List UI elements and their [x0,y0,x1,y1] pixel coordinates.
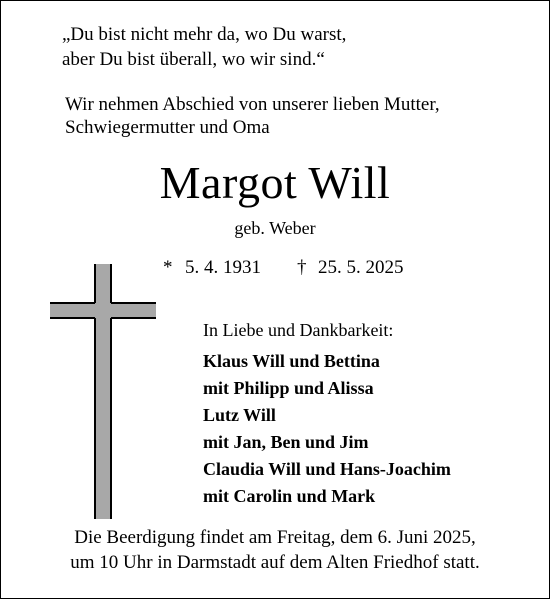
quote-line-1: „Du bist nicht mehr da, wo Du warst, [62,24,347,45]
funeral-line-1: Die Beerdigung findet am Freitag, dem 6. Juni 2025, [74,527,476,548]
birth-symbol: * [163,257,173,278]
mourner-line: Klaus Will und Bettina [203,351,380,371]
death-date: 25. 5. 2025 [318,257,404,278]
funeral-line-2: um 10 Uhr in Darmstadt auf dem Alten Friedhof statt. [70,552,480,573]
christian-cross-icon [50,264,156,519]
quote-line-2: aber Du bist überall, wo wir sind.“ [62,49,325,70]
mourner-line: Lutz Will [203,405,276,425]
birth-date: 5. 4. 1931 [185,257,261,278]
mourner-line: mit Philipp und Alissa [203,378,374,398]
mourner-line: mit Carolin und Mark [203,486,376,506]
mourners-heading: In Liebe und Dankbarkeit: [203,320,394,340]
mourner-line: Claudia Will und Hans-Joachim [203,459,451,479]
intro-line-1: Wir nehmen Abschied von unserer lieben Mutter, [65,94,440,115]
maiden-name: geb. Weber [234,218,316,238]
deceased-name: Margot Will [159,157,391,208]
death-symbol: † [297,257,307,278]
intro-line-2: Schwiegermutter und Oma [65,117,270,138]
mourner-line: mit Jan, Ben und Jim [203,432,369,452]
